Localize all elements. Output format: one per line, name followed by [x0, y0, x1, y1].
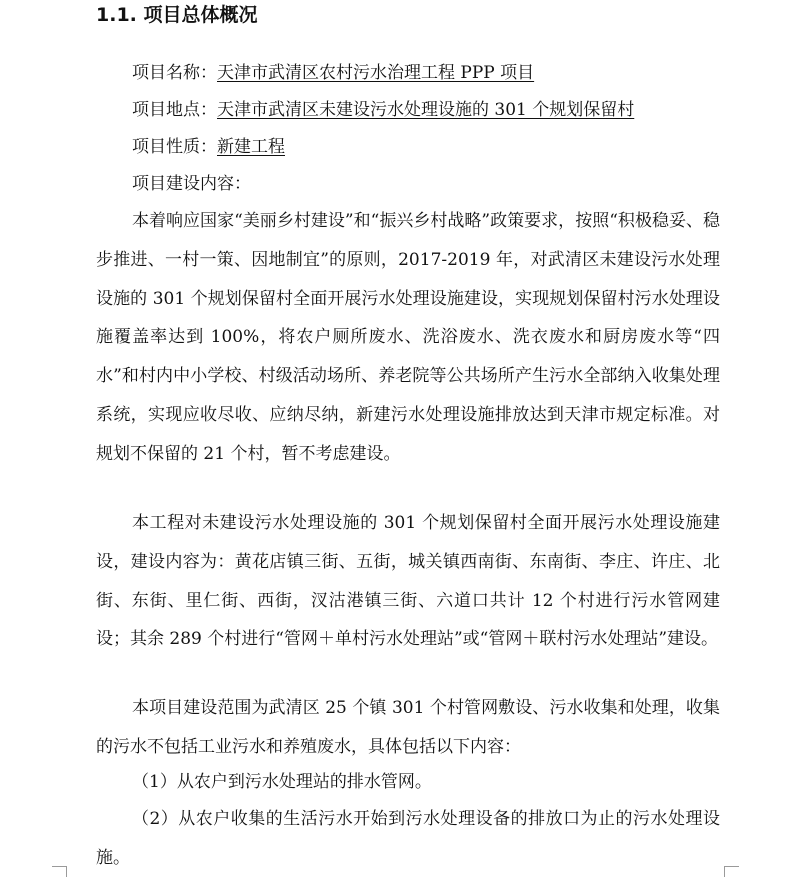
paragraph-policy: 本着响应国家“美丽乡村建设”和“振兴乡村战略”政策要求，按照“积极稳妥、稳步推进、一村一策、因地制宜”的原则，2017-2019 年，对武清区未建设污水处理设施的 301 个规划保留村全面开展污水处理设施建设，实现规划保留村污水处理设施覆盖率达到 100%，将农户厕所废水、洗浴废水、洗衣废水和厨房废水等“四水”和村内中小学校、村级活动场所、养老院等公共场所产生污水全部纳入收集处理系统，实现应收尽收、应纳尽纳，新建污水处理设施排放达到天津市规定标准。对规划不保留的 21 个村，暂不考虑建设。 [96, 211, 720, 464]
page-corner-mark-left [52, 866, 67, 877]
project-location-line [132, 98, 634, 122]
project-name-value: 天津市武清区农村污水治理工程 PPP 项目 [217, 63, 535, 83]
project-nature-label: 项目性质： [132, 137, 217, 157]
list-item-pipe-network: （1）从农户到污水处理站的排水管网。 [132, 772, 432, 792]
project-name-line [132, 61, 534, 85]
page-corner-mark-right [724, 866, 739, 877]
paragraph-scope: 本工程对未建设污水处理设施的 301 个规划保留村全面开展污水处理设施建设，建设内容为：黄花店镇三街、五街，城关镇西南街、东南街、李庄、许庄、北街、东街、里仁街、西街，汊沽港镇三街、六道口共计 12 个村进行污水管网建设；其余 289 个村进行“管网＋单村污水处理站”或“管网＋联村污水处理站”建设。 [96, 513, 720, 650]
project-content-label: 项目建设内容： [132, 174, 251, 194]
section-heading: 1.1. 项目总体概况 [96, 4, 258, 26]
project-name-label: 项目名称： [132, 63, 217, 83]
project-nature-value: 新建工程 [217, 137, 285, 157]
project-location-label: 项目地点： [132, 100, 217, 120]
project-location-value: 天津市武清区未建设污水处理设施的 301 个规划保留村 [217, 100, 635, 120]
paragraph-range: 本项目建设范围为武清区 25 个镇 301 个村管网敷设、污水收集和处理，收集的污水不包括工业污水和养殖废水，具体包括以下内容： [96, 698, 720, 757]
project-content-line [132, 172, 251, 196]
project-nature-line [132, 135, 285, 159]
list-item-treatment-facility: （2）从农户收集的生活污水开始到污水处理设备的排放口为止的污水处理设施。 [96, 809, 720, 868]
